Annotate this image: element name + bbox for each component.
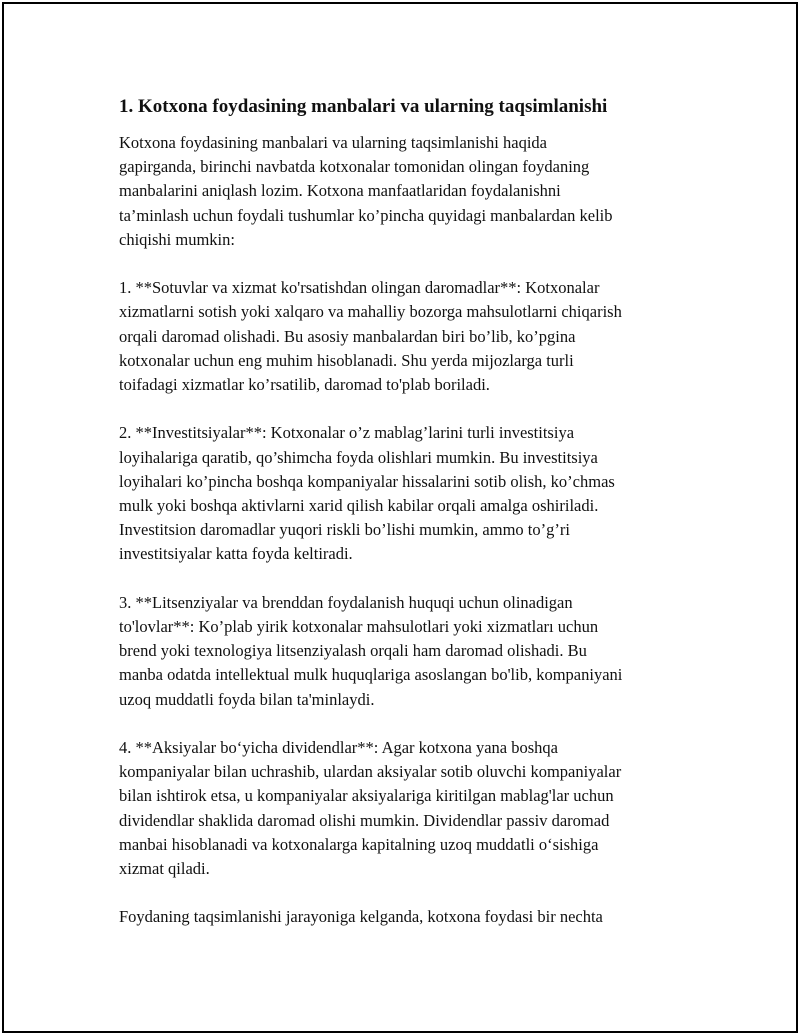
text-line: mulk yoki boshqa aktivlarni xarid qilish kabilar orqali amalga oshiriladi.	[119, 496, 599, 516]
text-line: kompaniyalar bilan uchrashib, ulardan aksiyalar sotib oluvchi kompaniyalar	[119, 762, 622, 782]
text-line: gapirganda, birinchi navbatda kotxonalar tomonidan olingan foydaning	[119, 157, 590, 177]
paragraph-item-4	[119, 736, 699, 881]
text-line: manbalarini aniqlash lozim. Kotxona manfaatlaridan foydalanishni	[119, 181, 561, 201]
text-line: loyihalariga qaratib, qo’shimcha foyda olishlari mumkin. Bu investitsiya	[119, 447, 598, 467]
paragraph-distribution	[119, 905, 699, 929]
paragraph-intro	[119, 131, 699, 252]
text-line: 4. **Aksiyalar bo‘yicha dividendlar**: Agar kotxona yana boshqa	[119, 738, 558, 758]
text-line: xizmatlarni sotish yoki xalqaro va mahalliy bozorga mahsulotlarni chiqarish	[119, 302, 622, 322]
paragraph-item-1	[119, 276, 699, 397]
document-text	[119, 131, 699, 930]
section-heading: 1. Kotxona foydasining manbalari va ularning taqsimlanishi	[119, 96, 608, 117]
text-line: Investitsion daromadlar yuqori riskli bo’lishi mumkin, ammo to’g’ri	[119, 520, 570, 540]
text-line: xizmat qiladi.	[119, 859, 210, 879]
text-line: 2. **Investitsiyalar**: Kotxonalar o’z mablag’larini turli investitsiya	[119, 423, 575, 443]
text-line: toifadagi xizmatlar ko’rsatilib, daromad to'plab boriladi.	[119, 375, 490, 395]
text-line: manbai hisoblanadi va kotxonalarga kapitalning uzoq muddatli o‘sishiga	[119, 834, 599, 854]
text-line: to'lovlar**: Ko’plab yirik kotxonalar mahsulotlari yoki xizmatları uchun	[119, 617, 599, 637]
text-line: uzoq muddatli foyda bilan ta'minlaydi.	[119, 689, 375, 709]
text-line: brend yoki texnologiya litsenziyalash orqali ham daromad olishadi. Bu	[119, 641, 587, 661]
paragraph-item-3	[119, 591, 699, 712]
text-line: chiqishi mumkin:	[119, 229, 235, 249]
document-body	[119, 94, 699, 954]
text-line: Foydaning taqsimlanishi jarayoniga kelganda, kotxona foydasi bir nechta	[119, 907, 603, 927]
paragraph-item-2	[119, 421, 699, 566]
text-line: kotxonalar uchun eng muhim hisoblanadi. Shu yerda mijozlarga turli	[119, 350, 574, 370]
text-line: Kotxona foydasining manbalari va ularning taqsimlanishi haqida	[119, 133, 547, 152]
text-line: dividendlar shaklida daromad olishi mumkin. Dividendlar passiv daromad	[119, 810, 610, 830]
text-line: 1. **Sotuvlar va xizmat ko'rsatishdan olingan daromadlar**: Kotxonalar	[119, 278, 600, 298]
text-line: 3. **Litsenziyalar va brenddan foydalanish huquqi uchun olinadigan	[119, 592, 573, 612]
text-line: manba odatda intellektual mulk huquqlariga asoslangan bo'lib, kompaniyani	[119, 665, 623, 685]
text-line: loyihalari ko’pincha boshqa kompaniyalar hissalarini sotib olish, ko’chmas	[119, 471, 615, 491]
text-line: ta’minlash uchun foydali tushumlar ko’pincha quyidagi manbalardan kelib	[119, 205, 613, 225]
text-line: investitsiyalar katta foyda keltiradi.	[119, 544, 353, 564]
text-line: bilan ishtirok etsa, u kompaniyalar aksiyalariga kiritilgan mablag'lar uchun	[119, 786, 614, 806]
text-line: orqali daromad olishadi. Bu asosiy manbalardan biri bo’lib, ko’pgina	[119, 326, 576, 346]
